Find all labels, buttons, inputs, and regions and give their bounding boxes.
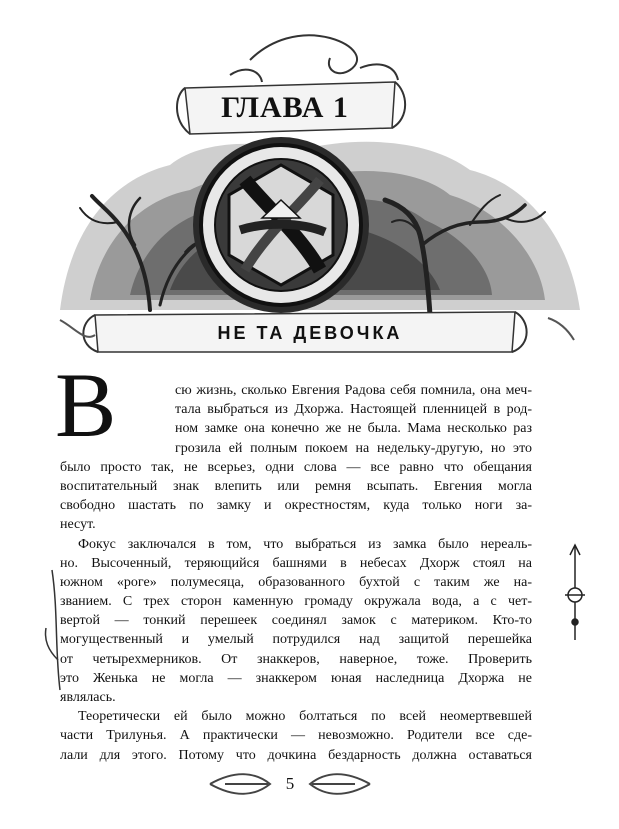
text-line: Теоретически ей было можно болтаться по всей неомертвевшей xyxy=(78,709,532,725)
text-line: было просто так, не всерьез, одни слова — все равно что обещания xyxy=(60,459,532,475)
drop-cap: В xyxy=(55,354,117,456)
text-line: лали для этого. Потому что дочкина бездарность должна оставаться xyxy=(60,747,532,763)
text-line: званием. С трех сторон каменную громаду окружала вода, а с чет- xyxy=(60,594,532,610)
body-text xyxy=(60,381,532,765)
page-number: 5 xyxy=(285,774,295,793)
text-line: ном замке она конечно же не была. Мама несколько раз xyxy=(175,421,532,437)
medallion xyxy=(193,137,369,313)
text-line: грозила ей полным покоем на недельку-другую, но это xyxy=(175,440,532,456)
text-line: Фокус заключался в том, что выбраться из замка было нереаль- xyxy=(78,536,532,552)
chapter-title: ГЛАВА 1 xyxy=(221,91,349,124)
text-line: несут. xyxy=(60,517,96,533)
text-line: тала выбраться из Дхоржа. Настоящей пленницей в род- xyxy=(175,402,532,418)
text-line: это Женька не могла — знаккером юная наследница Дхоржа не xyxy=(60,670,532,686)
chapter-subtitle: НЕ ТА ДЕВОЧКА xyxy=(217,322,403,343)
text-line: свободно шастать по замку и окрестностям, куда только ноги за- xyxy=(60,498,532,514)
margin-ornament xyxy=(565,545,585,640)
text-line: могущественный и умелый потрудился над защитой перешейка xyxy=(60,632,532,648)
text-line: южном «роге» полумесяца, образованного бухтой с таким же на- xyxy=(60,574,532,590)
text-line: части Трилунья. А практически — невозможно. Родители все сде- xyxy=(60,728,532,744)
text-line: но. Высоченный, теряющийся башнями в небесах Дхорж стоял на xyxy=(60,555,532,571)
text-line: вертой — тонкий перешеек соединял замок с материком. Кто-то xyxy=(60,613,532,629)
top-ornament xyxy=(230,35,398,82)
text-line: сю жизнь, сколько Евгения Радова себя помнила, она меч- xyxy=(175,383,532,398)
text-line: от четырехмерников. От знаккеров, наверное, тоже. Проверить xyxy=(60,651,532,667)
text-line: воспитательный знак влепить или ремня всыпать. Евгения могла xyxy=(60,478,532,494)
text-line: являлась. xyxy=(60,690,116,705)
left-vine xyxy=(46,570,61,690)
